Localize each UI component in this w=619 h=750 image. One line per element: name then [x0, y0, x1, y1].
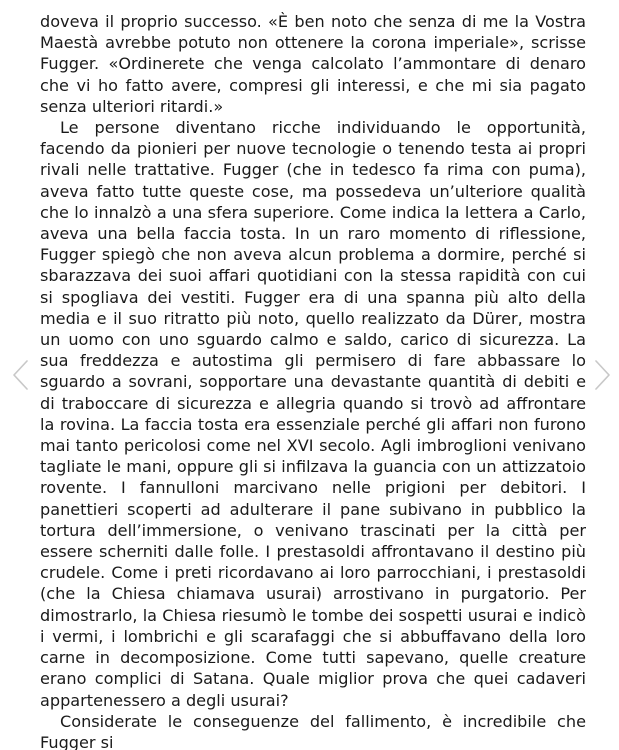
next-page-button[interactable] — [593, 359, 613, 391]
previous-page-button[interactable] — [10, 359, 30, 391]
page-text — [40, 0, 586, 750]
chevron-left-icon — [10, 359, 30, 391]
paragraph: Considerate le conseguenze del fallimento, è incredibile che Fugger si — [40, 711, 586, 750]
reader-page — [40, 0, 586, 750]
chevron-right-icon — [593, 359, 613, 391]
paragraph: Le persone diventano ricche individuando le opportunità, facendo da pionieri per nuove tecnologie o tenendo testa ai propri rivali nelle trattative. Fugger (che in tedesco fa rima con puma), aveva fatto tutte queste cose, ma possedeva un’ulteriore qualità che lo innalzò a una sfera superiore. Come indica la lettera a Carlo, aveva una bella faccia tosta. In un raro momento di riflessione, Fugger spiegò che non aveva alcun problema a dormire, perché si sbarazzava dei suoi affari quotidiani con la stessa rapidità con cui si spogliava dei vestiti. Fugger era di una spanna più alto della media e il suo ritratto più noto, quello realizzato da Dürer, mostra un uomo con uno sguardo calmo e saldo, carico di sicurezza. La sua freddezza e autostima gli permisero di fare abbassare lo sguardo a sovrani, sopportare una devastante quantità di debiti e di traboccare di sicurezza e allegria quando si trovò ad affrontare la rovina. La faccia tosta era essenziale perché gli affari non furono mai tanto pericolosi come nel XVI secolo. Agli imbroglioni venivano tagliate le mani, oppure gli si infilzava la guancia con un attizzatoio rovente. I fannulloni marcivano nelle prigioni per debitori. I panettieri scoperti ad adulterare il pane subivano in pubblico la tortura dell’immersione, o venivano trascinati per la città per essere scherniti dalle folle. I prestasoldi affrontavano il destino più crudele. Come i preti ricordavano ai loro parrocchiani, i prestasoldi (che la Chiesa chiamava usurai) arrostivano in purgatorio. Per dimostrarlo, la Chiesa riesumò le tombe dei sospetti usurai e indicò i vermi, i lombrichi e gli scarafaggi che si abbuffavano della loro carne in decomposizione. Come tutti sapevano, quelle creature erano complici di Satana. Quale miglior prova che quei cadaveri appartenessero a degli usurai? — [40, 118, 586, 710]
paragraph: doveva il proprio successo. «È ben noto che senza di me la Vostra Maestà avrebbe potuto non ottenere la corona imperiale», scrisse Fugger. «Ordinerete che venga calcolato l’ammontare di denaro che vi ho fatto avere, compresi gli interessi, e che mi sia pagato senza ulteriori ritardi.» — [40, 12, 586, 116]
